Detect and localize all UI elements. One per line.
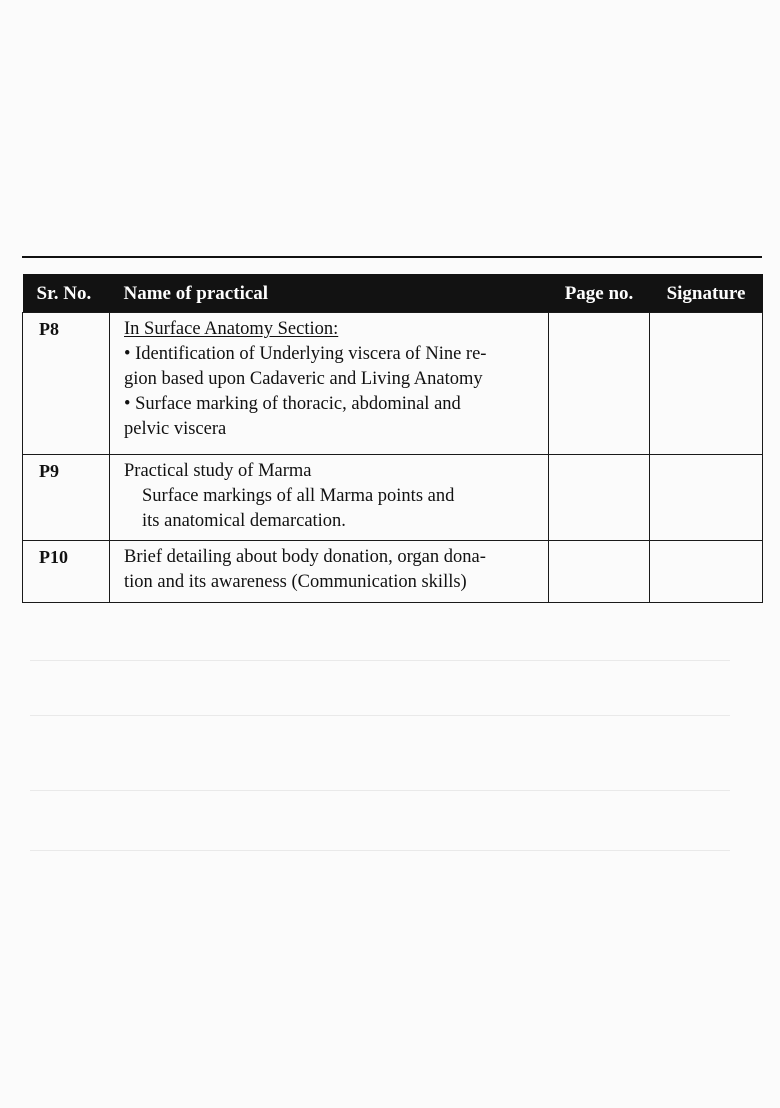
sr-no-cell: P8	[23, 313, 110, 455]
practical-title: Practical study of Marma	[124, 461, 312, 481]
practical-line: gion based upon Cadaveric and Living Anatomy	[124, 369, 483, 389]
show-through-line	[30, 790, 730, 791]
show-through-line	[30, 715, 730, 716]
table-header	[23, 274, 763, 313]
header-sr-no: Sr. No.	[23, 274, 110, 313]
practical-line: • Surface marking of thoracic, abdominal and	[124, 394, 461, 414]
page-no-cell	[549, 313, 650, 455]
signature-cell	[650, 455, 763, 541]
page-no-cell	[549, 455, 650, 541]
practical-name-cell	[110, 455, 549, 541]
signature-cell	[650, 313, 763, 455]
header-signature: Signature	[650, 274, 763, 313]
practical-name-cell	[110, 313, 549, 455]
practical-line: Surface markings of all Marma points and	[142, 486, 455, 506]
practicals-table	[22, 274, 763, 603]
table-row-p9	[23, 455, 763, 541]
practical-line: tion and its awareness (Communication skills)	[124, 572, 467, 592]
header-page-no: Page no.	[549, 274, 650, 313]
signature-cell	[650, 541, 763, 603]
table-row-p8	[23, 313, 763, 455]
section-title: In Surface Anatomy Section:	[124, 319, 339, 339]
practical-line: pelvic viscera	[124, 419, 227, 439]
practical-line: Brief detailing about body donation, organ dona-	[124, 547, 486, 567]
page-no-cell	[549, 541, 650, 603]
table-row-p10	[23, 541, 763, 603]
practical-name-cell	[110, 541, 549, 603]
show-through-line	[30, 660, 730, 661]
sr-no-cell: P9	[23, 455, 110, 541]
header-name-of-practical: Name of practical	[110, 274, 549, 313]
practical-line: its anatomical demarcation.	[142, 511, 346, 531]
top-rule	[22, 256, 762, 258]
practical-line: • Identification of Underlying viscera of Nine re-	[124, 344, 487, 364]
sr-no-cell: P10	[23, 541, 110, 603]
show-through-line	[30, 850, 730, 851]
